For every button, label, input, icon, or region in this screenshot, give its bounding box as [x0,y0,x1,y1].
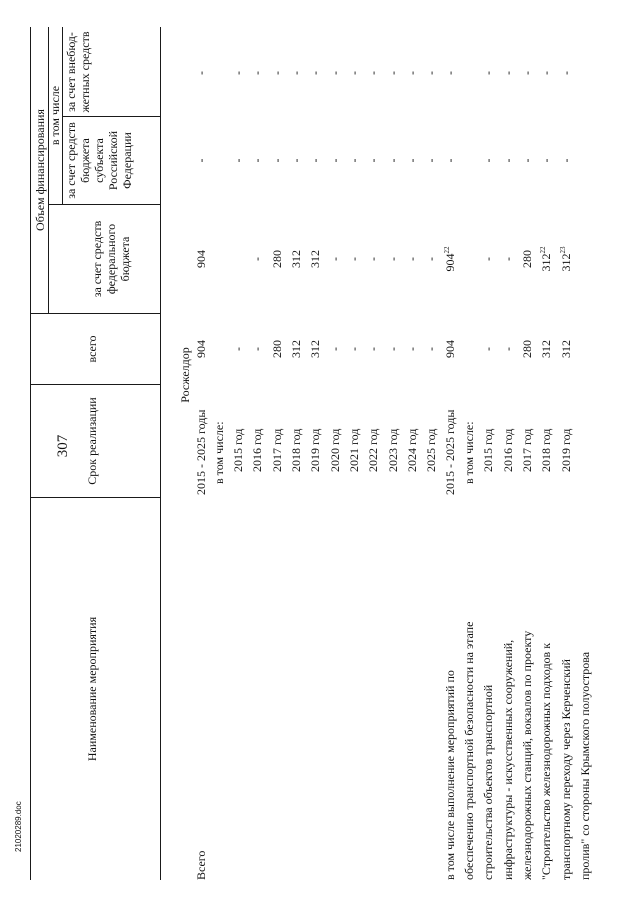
table-row-regional: - [386,158,400,163]
table-row-federal: - [405,257,419,261]
table-row-regional: - [520,158,534,163]
col-divider-regional-offbudget [62,116,160,117]
table-row-federal: 312 [289,250,303,268]
section-title: Росжелдор [178,347,192,403]
table-row-term: 2019 год [308,428,322,472]
block2-name-line: транспортному переходу через Керченский [559,659,573,880]
table-row-regional: - [347,158,361,163]
table-row-federal: 312 [308,250,322,268]
table-row-offbudget: - [231,71,245,75]
table-row-offbudget: - [424,71,438,75]
table-row-total: - [366,347,380,351]
table-row-term: в том числе: [462,421,476,484]
table-row-regional: - [308,158,322,163]
table-row-regional: - [481,158,495,163]
table-row-total: 904 [443,340,457,358]
table-row-total: 312 [308,340,322,358]
table-row-total: - [386,347,400,351]
header-term: Срок реализации [85,397,99,485]
table-row-term: 2020 год [328,428,342,472]
header-bottom-border [160,27,161,880]
table-row-total: - [328,347,342,351]
block1-name: Всего [194,850,208,880]
table-row-offbudget: - [386,71,400,75]
table-row-offbudget: - [405,71,419,75]
block2-name-line: пролив" со стороны Крымского полуострова [578,651,592,880]
table-row-offbudget: - [270,71,284,75]
block2-name-line: строительства объектов транспортной [481,684,495,880]
block2-name-line: железнодорожных станций, вокзалов по проекту [520,630,534,880]
table-row-federal: - [481,257,495,261]
table-row-offbudget: - [308,71,322,75]
table-row-term: 2016 год [501,428,515,472]
table-row-term: 2025 год [424,428,438,472]
table-row-term: 2018 год [289,428,303,472]
block2-name-line: в том числе выполнение мероприятий по [443,670,457,880]
table-row-regional: - [231,158,245,163]
table-top-border [30,27,31,880]
table-row-term: 2017 год [520,428,534,472]
table-row-federal: - [386,257,400,261]
table-row-total: - [424,347,438,351]
footnote-ref: 22 [443,246,451,254]
table-row-federal: 904 [194,250,208,268]
table-row-offbudget: - [481,71,495,75]
federal-value: 312 [559,253,573,272]
table-row-offbudget: - [443,71,457,75]
table-row-regional: - [250,158,264,163]
table-row-term: 2015 год [481,428,495,472]
table-row-total: 312 [539,340,553,358]
table-row-offbudget: - [347,71,361,75]
block2-name-line: "Строительство железнодорожных подходов к [539,642,553,880]
federal-value: 904 [443,253,457,272]
table-row-total: - [250,347,264,351]
file-label: 21020289.doc [14,801,23,852]
table-row-regional: - [539,158,553,163]
table-row-offbudget: - [366,71,380,75]
table-row-offbudget: - [520,71,534,75]
table-row-offbudget: - [289,71,303,75]
table-row-federal [559,209,573,309]
table-row-offbudget: - [328,71,342,75]
table-row-regional: - [424,158,438,163]
table-row-term: 2024 год [405,428,419,472]
table-row-term: 2015 - 2025 годы [194,409,208,495]
table-row-term: 2015 год [231,428,245,472]
header-federal: за счет средств федерального бюджета [90,220,132,298]
header-name: Наименование мероприятия [85,616,99,762]
page-number: 307 [55,434,71,458]
table-row-offbudget: - [539,71,553,75]
table-row-federal: 280 [520,250,534,268]
table-row-term: 2017 год [270,428,284,472]
table-row-term: 2015 - 2025 годы [443,409,457,495]
table-row-term: 2018 год [539,428,553,472]
table-row-regional: - [366,158,380,163]
table-row-total: 904 [194,340,208,358]
table-row-regional: - [328,158,342,163]
table-row-term: 2016 год [250,428,264,472]
table-row-offbudget: - [194,71,208,75]
table-row-term: 2023 год [386,428,400,472]
table-row-total: - [405,347,419,351]
table-row-term: 2022 год [366,428,380,472]
table-row-term: 2021 год [347,428,361,472]
col-divider-federal-regional [48,204,160,205]
table-row-regional: - [270,158,284,163]
table-row-total: - [231,347,245,351]
block2-name-line: обеспечению транспортной безопасности на этапе [462,621,476,880]
federal-value: 312 [539,253,553,272]
table-row-offbudget: - [559,71,573,75]
table-row-regional: - [559,158,573,163]
table-row-total: - [481,347,495,351]
header-including: в том числе [48,85,62,146]
table-row-total: - [347,347,361,351]
table-row-regional: - [289,158,303,163]
header-offbudget: за счет внебюд-жетных средств [64,31,92,113]
table-row-federal: - [501,257,515,261]
table-row-federal [443,209,457,309]
header-total: всего [85,335,99,363]
footnote-ref: 23 [559,246,567,254]
table-row-term: в том числе: [212,421,226,484]
table-row-term: 2019 год [559,428,573,472]
table-row-federal: - [424,257,438,261]
table-row-federal: - [250,257,264,261]
table-row-regional: - [443,158,457,163]
table-row-offbudget: - [501,71,515,75]
table-row-total: 312 [559,340,573,358]
table-row-total: 280 [270,340,284,358]
header-regional: за счет средств бюджета субъекта Российской Федерации [64,122,134,199]
footnote-ref: 22 [539,246,547,254]
table-row-federal [539,209,553,309]
table-row-regional: - [501,158,515,163]
table-row-federal: - [328,257,342,261]
table-row-total: 280 [520,340,534,358]
table-row-offbudget: - [250,71,264,75]
table-row-total: 312 [289,340,303,358]
table-row-federal: - [347,257,361,261]
table-row-regional: - [405,158,419,163]
table-row-federal: 280 [270,250,284,268]
header-funding: Объем финансирования [33,109,47,231]
table-row-regional: - [194,158,208,163]
block2-name-line: инфраструктуры - искусственных сооружений, [501,639,515,880]
table-row-federal: - [366,257,380,261]
table-row-total: - [501,347,515,351]
